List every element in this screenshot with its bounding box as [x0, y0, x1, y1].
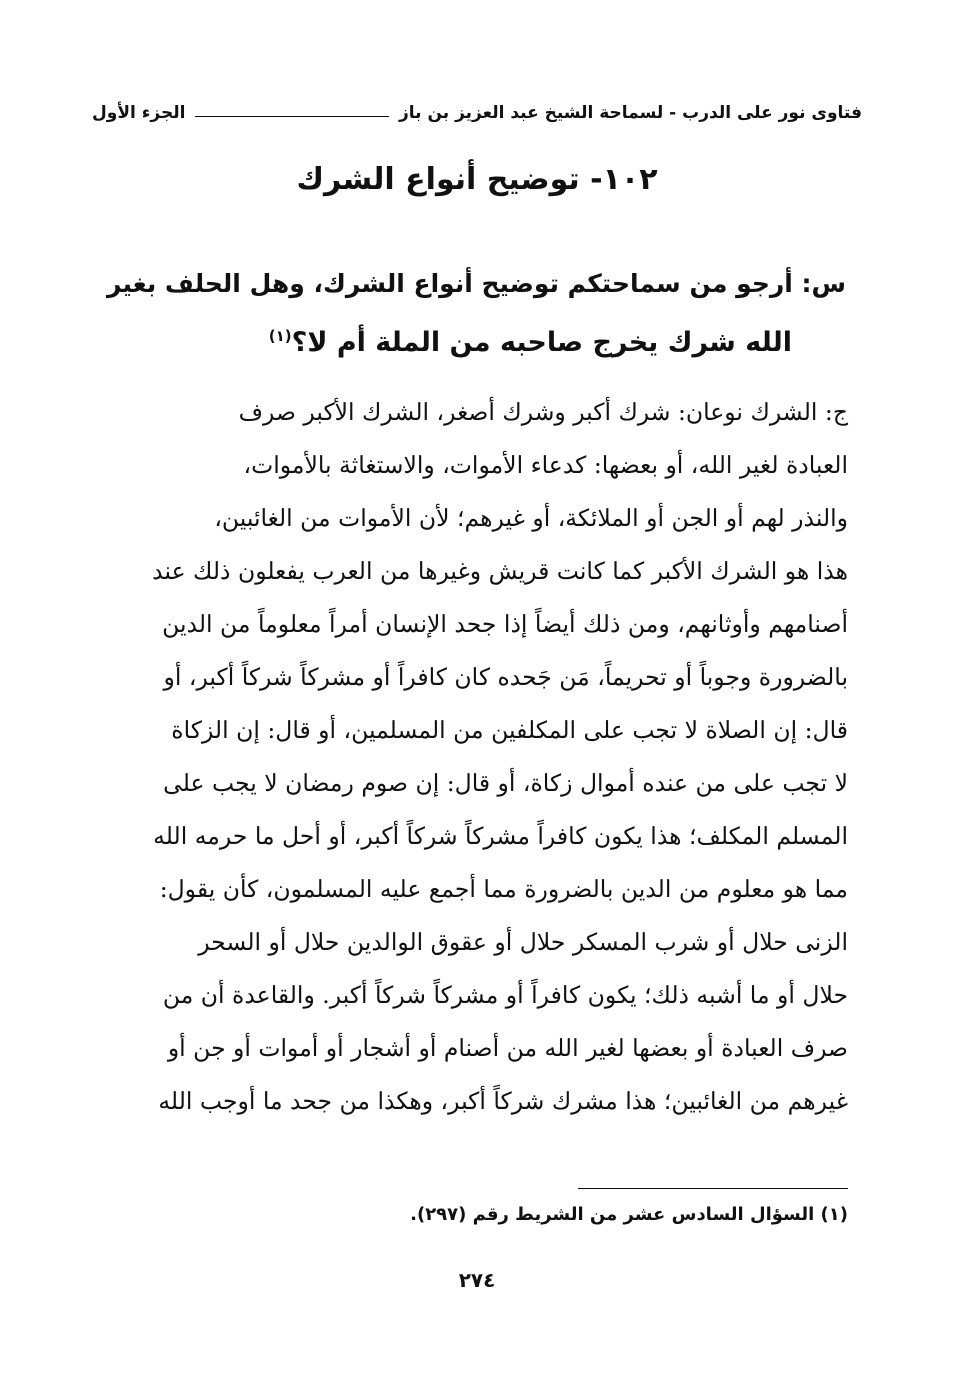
question-block	[96, 258, 846, 369]
answer-line: لا تجب على من عنده أموال زكاة، أو قال: إن صوم رمضان لا يجب على	[163, 769, 848, 797]
footnote-separator	[578, 1188, 848, 1189]
answer-line: بالضرورة وجوباً أو تحريماً، مَن جَحده كان كافراً أو مشركاً شركاً أكبر، أو	[163, 663, 848, 691]
answer-line: صرف العبادة أو بعضها لغير الله من أصنام أو أشجار أو أموات أو جن أو	[167, 1034, 848, 1062]
answer-line: قال: إن الصلاة لا تجب على المكلفين من المسلمين، أو قال: إن الزكاة	[171, 716, 848, 744]
chapter-title: ١٠٢- توضيح أنواع الشرك	[296, 162, 658, 197]
answer-line: والنذر لهم أو الجن أو الملائكة، أو غيرهم؛ لأن الأموات من الغائبين،	[214, 504, 848, 532]
answer-line: أصنامهم وأوثانهم، ومن ذلك أيضاً إذا جحد الإنسان أمراً معلوماً من الدين	[162, 610, 848, 638]
answer-line: العبادة لغير الله، أو بعضها: كدعاء الأموات، والاستغاثة بالأموات،	[243, 451, 848, 479]
answer-line: غيرهم من الغائبين؛ هذا مشرك شركاً أكبر، وهكذا من جحد ما أوجب الله	[158, 1087, 848, 1115]
running-header-title: فتاوى نور على الدرب - لسماحة الشيخ عبد العزيز بن باز	[399, 103, 862, 123]
running-header-rule	[195, 116, 389, 117]
answer-block	[88, 386, 848, 1128]
answer-line: هذا هو الشرك الأكبر كما كانت قريش وغيرها من العرب يفعلون ذلك عند	[152, 557, 848, 585]
running-header-volume: الجزء الأول	[92, 103, 186, 123]
question-line-1: س: أرجو من سماحتكم توضيح أنواع الشرك، وهل الحلف بغير	[106, 269, 846, 298]
question-line-2-text: الله شرك يخرج صاحبه من الملة أم لا؟	[291, 327, 792, 358]
question-line-2	[96, 310, 846, 369]
answer-line: المسلم المكلف؛ هذا يكون كافراً مشركاً شركاً أكبر، أو أحل ما حرمه الله	[153, 822, 848, 850]
answer-line: ج: الشرك نوعان: شرك أكبر وشرك أصغر، الشرك الأكبر صرف	[238, 398, 848, 426]
running-header	[92, 96, 862, 130]
answer-line: حلال أو ما أشبه ذلك؛ يكون كافراً أو مشركاً شركاً أكبر. والقاعدة أن من	[162, 981, 848, 1009]
answer-line: الزنى حلال أو شرب المسكر حلال أو عقوق الوالدين حلال أو السحر	[198, 928, 848, 956]
answer-line: مما هو معلوم من الدين بالضرورة مما أجمع عليه المسلمون، كأن يقول:	[159, 875, 848, 903]
footnote: (١) السؤال السادس عشر من الشريط رقم (٢٩٧).	[410, 1204, 848, 1225]
page-number: ٢٧٤	[458, 1268, 496, 1292]
footnote-reference: (١)	[268, 327, 292, 345]
